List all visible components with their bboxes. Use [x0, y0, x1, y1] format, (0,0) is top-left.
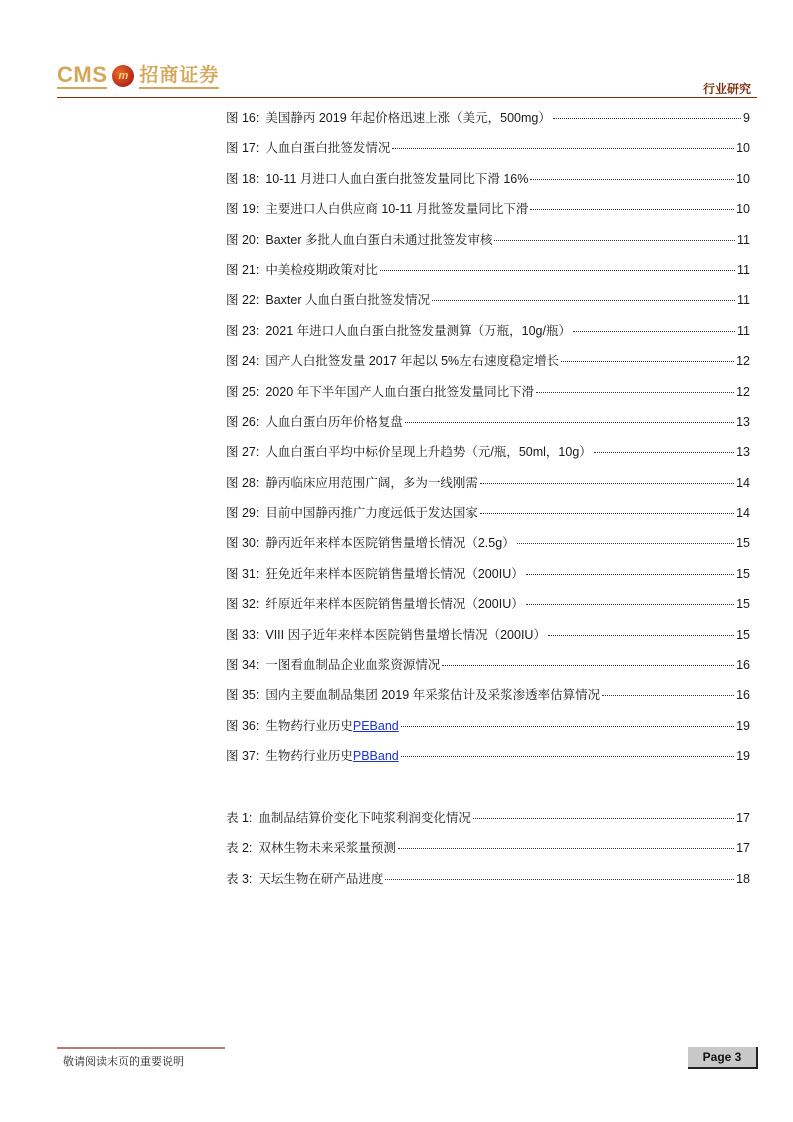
dot-leader	[398, 848, 734, 849]
entry-page-number: 15	[736, 566, 750, 581]
dot-leader	[473, 818, 734, 819]
logo-cms-text: CMS	[57, 61, 108, 87]
entry-label: 图 18:	[226, 171, 260, 186]
toc-entry[interactable]	[226, 442, 750, 472]
entry-title-text: 国产人白批签发量 2017 年起以 5%左右速度稳定增长	[265, 354, 560, 369]
toc-entry[interactable]	[226, 412, 750, 442]
entry-label: 图 30:	[226, 536, 260, 551]
dot-leader	[480, 513, 734, 514]
toc-entry[interactable]	[226, 503, 750, 533]
dot-leader	[392, 148, 734, 149]
section-title: 行业研究	[702, 82, 751, 96]
toc-entry[interactable]	[226, 564, 750, 594]
entry-label: 图 27:	[226, 445, 260, 460]
entry-label: 图 21:	[226, 262, 260, 277]
entry-hyperlink[interactable]: PBBand	[352, 749, 399, 764]
dot-leader	[401, 756, 734, 757]
toc-entry[interactable]	[226, 685, 750, 715]
entry-page-number: 13	[736, 445, 750, 460]
entry-title	[265, 625, 546, 643]
entry-title-text: 人血白蛋白批签发情况	[265, 141, 391, 156]
entry-page-number: 12	[736, 384, 750, 399]
footer-divider	[57, 1047, 225, 1049]
entry-title-text: 天坛生物在研产品进度	[258, 871, 384, 886]
entry-title-text: 人血白蛋白历年价格复盘	[265, 414, 403, 429]
toc-entry[interactable]	[226, 655, 750, 685]
entry-page-number: 15	[736, 627, 750, 642]
entry-label: 图 32:	[226, 597, 260, 612]
entry-title	[265, 503, 478, 521]
entry-page-number: 17	[736, 811, 750, 825]
entry-page-number: 18	[736, 871, 750, 886]
dot-leader	[380, 270, 735, 271]
entry-title-text: 人血白蛋白平均中标价呈现上升趋势（元/瓶，50ml，10g）	[265, 445, 592, 460]
entry-label: 表 3:	[226, 871, 253, 886]
entry-label: 图 34:	[226, 658, 260, 673]
entry-label: 图 17:	[226, 141, 260, 156]
toc-entry[interactable]	[226, 746, 750, 776]
dot-leader	[573, 331, 735, 332]
toc-entry[interactable]	[226, 625, 750, 655]
dot-leader	[405, 422, 734, 423]
dot-leader	[602, 695, 734, 696]
entry-label: 图 22:	[226, 293, 260, 308]
toc-entry[interactable]	[226, 594, 750, 624]
entry-hyperlink[interactable]: PEBand	[352, 718, 399, 733]
entry-label: 图 25:	[226, 384, 260, 399]
toc-entry[interactable]	[226, 108, 750, 138]
entry-label: 图 37:	[226, 749, 260, 764]
entry-page-number: 11	[737, 232, 750, 247]
entry-title	[258, 869, 383, 887]
entry-page-number: 15	[736, 597, 750, 612]
entry-title-text: 血制品结算价变化下吨浆利润变化情况	[258, 811, 471, 825]
entry-title	[265, 746, 398, 764]
entry-label: 图 35:	[226, 688, 260, 703]
entry-label: 图 31:	[226, 566, 260, 581]
entry-page-number: 14	[736, 475, 750, 490]
toc-entry[interactable]	[226, 838, 750, 868]
entry-title	[265, 442, 591, 460]
entry-title-text: 2020 年下半年国产人血白蛋白批签发量同比下滑	[265, 384, 535, 399]
dot-leader	[526, 604, 734, 605]
entry-page-number: 13	[736, 414, 750, 429]
entry-title-text: 中美检疫期政策对比	[265, 262, 378, 277]
dot-leader	[530, 179, 734, 180]
entry-page-number: 10	[736, 171, 750, 186]
entry-page-number: 16	[736, 688, 750, 703]
company-logo	[57, 62, 219, 90]
toc-entry[interactable]	[226, 199, 750, 229]
entry-title	[265, 230, 492, 248]
entry-page-number: 10	[736, 202, 750, 217]
entry-label: 表 1:	[226, 811, 253, 825]
entry-title	[265, 716, 398, 734]
entry-label: 图 16:	[226, 111, 260, 125]
entry-page-number: 16	[736, 658, 750, 673]
entry-title-text: Baxter 多批人血白蛋白未通过批签发审核	[265, 232, 493, 247]
toc-entry[interactable]	[226, 473, 750, 503]
entry-label: 图 24:	[226, 354, 260, 369]
page-number: Page 3	[688, 1047, 758, 1069]
dot-leader	[594, 452, 734, 453]
entry-page-number: 15	[736, 536, 750, 551]
entry-title-text: 静丙近年来样本医院销售量增长情况（2.5g）	[265, 536, 515, 551]
entry-title	[265, 351, 559, 369]
dot-leader	[385, 879, 734, 880]
entry-title	[265, 655, 440, 673]
entry-title	[258, 808, 471, 826]
entry-title	[265, 685, 600, 703]
toc-entry[interactable]	[226, 169, 750, 199]
entry-page-number: 11	[737, 262, 750, 277]
entry-title-text: 10-11 月进口人血白蛋白批签发量同比下滑 16%	[265, 171, 529, 186]
entry-title	[265, 412, 403, 430]
entry-label: 图 19:	[226, 202, 260, 217]
dot-leader	[536, 392, 734, 393]
entry-title	[265, 473, 478, 491]
dot-leader	[432, 300, 735, 301]
entry-page-number: 10	[736, 141, 750, 156]
toc-entry[interactable]	[226, 382, 750, 412]
entry-title	[265, 594, 523, 612]
entry-page-number: 9	[743, 111, 750, 125]
entry-page-number: 11	[737, 293, 750, 308]
entry-page-number: 14	[736, 506, 750, 521]
entry-title-text: 狂免近年来样本医院销售量增长情况（200IU）	[265, 566, 524, 581]
toc-entry[interactable]	[226, 351, 750, 381]
entry-title-text: 生物药行业历史	[265, 718, 353, 733]
toc-entry[interactable]	[226, 230, 750, 260]
entry-title-text: 目前中国静丙推广力度远低于发达国家	[265, 506, 478, 521]
entry-label: 图 23:	[226, 323, 260, 338]
figure-toc	[226, 108, 750, 777]
entry-title	[265, 108, 550, 126]
entry-title	[265, 169, 528, 187]
entry-title	[258, 838, 396, 856]
entry-label: 图 28:	[226, 475, 260, 490]
header-divider	[57, 97, 757, 98]
dot-leader	[494, 240, 735, 241]
toc-entry[interactable]	[226, 321, 750, 351]
logo-cn-text: 招商证券	[139, 64, 219, 89]
disclaimer-note: 敬请阅读末页的重要说明	[63, 1055, 184, 1068]
toc-entry[interactable]	[226, 808, 750, 838]
dot-leader	[548, 635, 734, 636]
dot-leader	[553, 118, 741, 119]
toc-entry[interactable]	[226, 716, 750, 746]
dot-leader	[526, 574, 734, 575]
toc-entry[interactable]	[226, 260, 750, 290]
entry-page-number: 12	[736, 354, 750, 369]
entry-title-text: 主要进口人白供应商 10-11 月批签发量同比下滑	[265, 202, 529, 217]
dot-leader	[561, 361, 734, 362]
dot-leader	[442, 665, 734, 666]
entry-title-text: Baxter 人血白蛋白批签发情况	[265, 293, 430, 308]
toc-entry[interactable]	[226, 869, 750, 899]
dot-leader	[480, 483, 734, 484]
entry-title	[265, 199, 528, 217]
entry-title-text: VIII 因子近年来样本医院销售量增长情况（200IU）	[265, 627, 546, 642]
entry-title-text: 生物药行业历史	[265, 749, 353, 764]
entry-title-text: 纤原近年来样本医院销售量增长情况（200IU）	[265, 597, 524, 612]
entry-page-number: 17	[736, 841, 750, 856]
dot-leader	[530, 209, 734, 210]
entry-title	[265, 564, 523, 582]
toc-entry[interactable]	[226, 290, 750, 320]
entry-label: 图 26:	[226, 414, 260, 429]
entry-label: 图 29:	[226, 506, 260, 521]
entry-label: 图 36:	[226, 718, 260, 733]
entry-page-number: 19	[736, 718, 750, 733]
entry-label: 表 2:	[226, 841, 253, 856]
logo-badge-icon: m	[112, 65, 134, 87]
entry-title	[265, 533, 514, 551]
entry-title	[265, 290, 430, 308]
entry-page-number: 19	[736, 749, 750, 764]
dot-leader	[401, 726, 734, 727]
entry-title-text: 双林生物未来采浆量预测	[258, 841, 396, 856]
entry-title-text: 美国静丙 2019 年起价格迅速上涨（美元，500mg）	[265, 111, 551, 125]
entry-page-number: 11	[737, 323, 750, 338]
entry-label: 图 33:	[226, 627, 260, 642]
entry-title-text: 2021 年进口人血白蛋白批签发量测算（万瓶，10g/瓶）	[265, 323, 571, 338]
entry-title	[265, 138, 390, 156]
entry-title-text: 一图看血制品企业血浆资源情况	[265, 658, 441, 673]
entry-label: 图 20:	[226, 232, 260, 247]
entry-title	[265, 382, 534, 400]
dot-leader	[517, 543, 734, 544]
entry-title-text: 国内主要血制品集团 2019 年采浆估计及采浆渗透率估算情况	[265, 688, 601, 703]
entry-title	[265, 260, 378, 278]
entry-title	[265, 321, 571, 339]
toc-entry[interactable]	[226, 533, 750, 563]
entry-title-text: 静丙临床应用范围广阔，多为一线刚需	[265, 475, 478, 490]
table-toc	[226, 808, 750, 899]
toc-entry[interactable]	[226, 138, 750, 168]
